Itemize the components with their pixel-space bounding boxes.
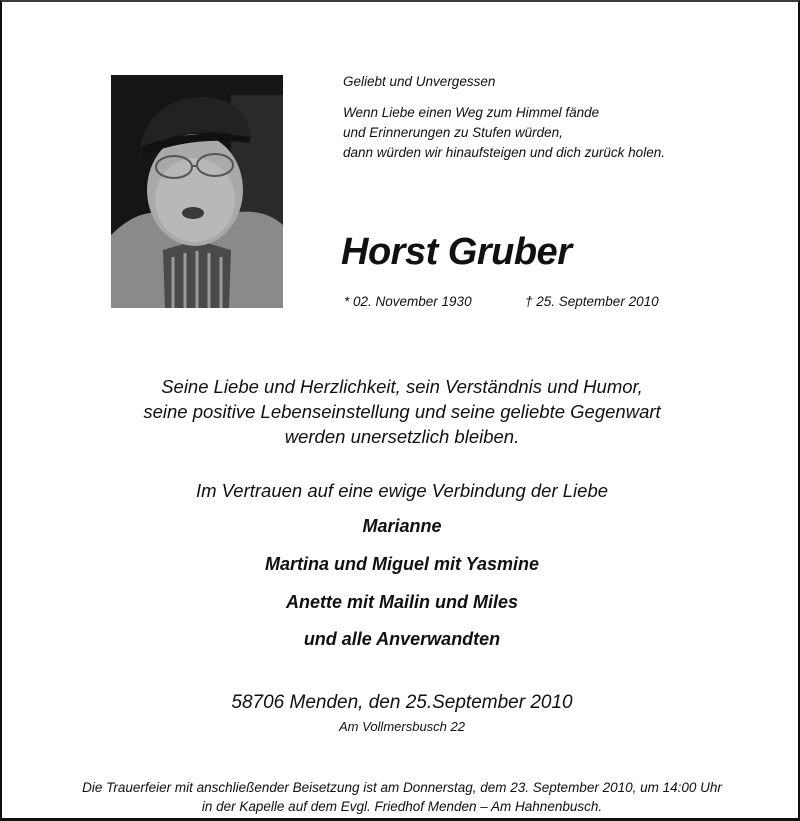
verse-poem — [343, 103, 665, 163]
tribute-line: Seine Liebe und Herzlichkeit, sein Verständnis und Humor, — [161, 376, 643, 397]
tribute-line: seine positive Lebenseinstellung und seine geliebte Gegenwart — [143, 401, 661, 422]
mourner-name: Marianne — [362, 516, 442, 536]
funeral-service-info — [2, 778, 800, 816]
verse-title: Geliebt und Unvergessen — [343, 74, 496, 89]
mourner-name: Martina und Miguel mit Yasmine — [264, 554, 540, 574]
birth-date: * 02. November 1930 — [344, 294, 472, 309]
service-line: in der Kapelle auf dem Evgl. Friedhof Menden – Am Hahnenbusch. — [201, 799, 603, 814]
tribute-line: werden unersetzlich bleiben. — [284, 426, 520, 447]
verse-line: und Erinnerungen zu Stufen würden, — [343, 125, 563, 140]
service-line: Die Trauerfeier mit anschließender Beisetzung ist am Donnerstag, dem 23. September 2010, um 14:00 Uhr — [82, 780, 722, 795]
mourners-intro: Im Vertrauen auf eine ewige Verbindung der Liebe — [195, 480, 609, 501]
mourner-name: und alle Anverwandten — [303, 629, 501, 649]
portrait-photo — [111, 75, 283, 308]
verse-line: dann würden wir hinaufsteigen und dich zurück holen. — [343, 145, 665, 160]
street-address: Am Vollmersbusch 22 — [339, 719, 465, 734]
verse-line: Wenn Liebe einen Weg zum Himmel fände — [343, 105, 600, 120]
portrait-image — [111, 75, 283, 308]
mourner-name: Anette mit Mailin und Miles — [285, 592, 518, 612]
death-date: † 25. September 2010 — [525, 294, 659, 309]
deceased-name: Horst Gruber — [341, 231, 572, 273]
place-and-date: 58706 Menden, den 25.September 2010 — [231, 692, 573, 713]
tribute-text — [2, 374, 800, 449]
